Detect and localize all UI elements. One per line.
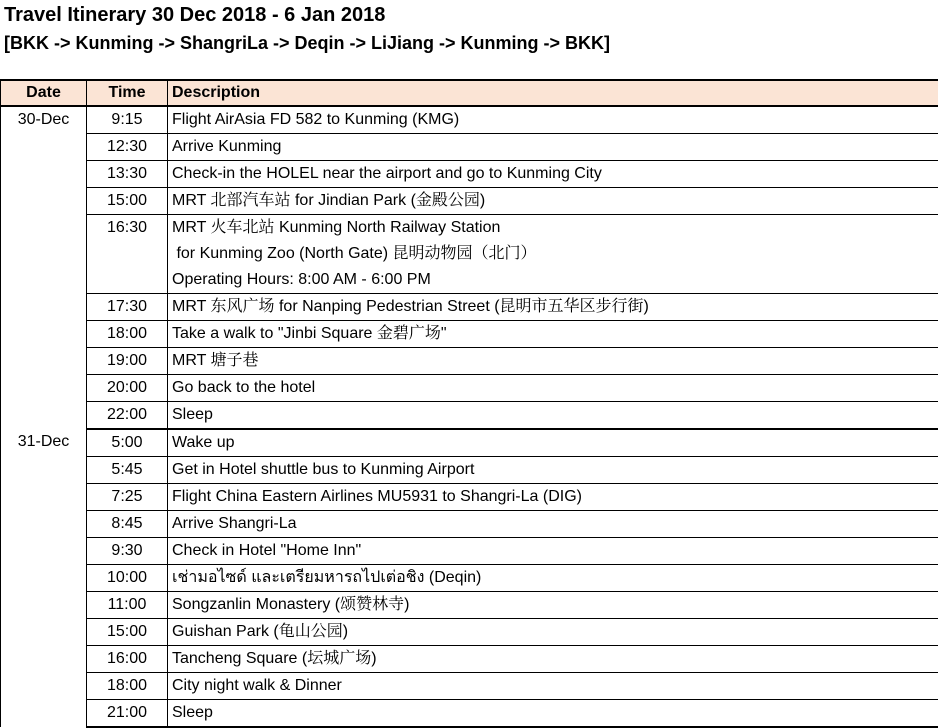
table-row — [1, 673, 938, 700]
table-row — [1, 188, 938, 215]
description-line: MRT 东风广场 for Nanping Pedestrian Street (昆明市五华区步行街) — [172, 294, 938, 320]
description-cell — [168, 106, 938, 134]
description-line: City night walk & Dinner — [172, 673, 938, 699]
description-line: Songzanlin Monastery (颂赞林寺) — [172, 592, 938, 618]
header-row — [1, 80, 938, 106]
description-line: Sleep — [172, 700, 938, 726]
description-line: MRT 塘子巷 — [172, 348, 938, 374]
description-cell — [168, 402, 938, 430]
table-row — [1, 538, 938, 565]
date-cell: 30-Dec — [1, 106, 87, 429]
time-cell: 16:00 — [87, 646, 168, 673]
column-header-time: Time — [87, 80, 168, 106]
description-line: Arrive Kunming — [172, 134, 938, 160]
table-row — [1, 294, 938, 321]
description-line: เช่ามอไซด์ และเตรียมหารถไปเต่อชิง (Deqin) — [172, 565, 938, 591]
time-cell: 13:30 — [87, 161, 168, 188]
description-line: Tancheng Square (坛城广场) — [172, 646, 938, 672]
table-row — [1, 348, 938, 375]
description-cell — [168, 188, 938, 215]
description-line: Sleep — [172, 402, 938, 428]
table-row — [1, 106, 938, 134]
description-cell — [168, 619, 938, 646]
description-cell — [168, 294, 938, 321]
table-row — [1, 457, 938, 484]
description-line: Arrive Shangri-La — [172, 511, 938, 537]
table-row — [1, 429, 938, 457]
table-row — [1, 511, 938, 538]
description-line: Flight AirAsia FD 582 to Kunming (KMG) — [172, 107, 938, 133]
time-cell: 9:30 — [87, 538, 168, 565]
table-row — [1, 646, 938, 673]
description-line: for Kunming Zoo (North Gate) 昆明动物园（北门） — [172, 241, 938, 267]
column-header-description: Description — [168, 80, 938, 106]
description-cell — [168, 134, 938, 161]
table-row — [1, 321, 938, 348]
description-cell — [168, 565, 938, 592]
description-line: Wake up — [172, 430, 938, 456]
description-line: Get in Hotel shuttle bus to Kunming Airport — [172, 457, 938, 483]
time-cell: 18:00 — [87, 321, 168, 348]
time-cell: 8:45 — [87, 511, 168, 538]
description-cell — [168, 511, 938, 538]
description-line: Take a walk to "Jinbi Square 金碧广场" — [172, 321, 938, 347]
description-cell — [168, 673, 938, 700]
description-line: Guishan Park (龟山公园) — [172, 619, 938, 645]
time-cell: 21:00 — [87, 700, 168, 728]
time-cell: 20:00 — [87, 375, 168, 402]
description-line: Check-in the HOLEL near the airport and go to Kunming City — [172, 161, 938, 187]
column-header-date: Date — [1, 80, 87, 106]
description-cell — [168, 592, 938, 619]
description-cell — [168, 348, 938, 375]
itinerary-title: Travel Itinerary 30 Dec 2018 - 6 Jan 2018 — [4, 3, 385, 27]
time-cell: 17:30 — [87, 294, 168, 321]
time-cell: 10:00 — [87, 565, 168, 592]
description-line: Go back to the hotel — [172, 375, 938, 401]
route-summary: [BKK -> Kunming -> ShangriLa -> Deqin -> LiJiang -> Kunming -> BKK] — [4, 31, 610, 55]
description-cell — [168, 215, 938, 294]
description-line: Check in Hotel "Home Inn" — [172, 538, 938, 564]
table-row — [1, 484, 938, 511]
description-cell — [168, 321, 938, 348]
time-cell: 7:25 — [87, 484, 168, 511]
table-row — [1, 161, 938, 188]
itinerary-table — [0, 79, 938, 728]
table-row — [1, 592, 938, 619]
time-cell: 22:00 — [87, 402, 168, 430]
itinerary-body — [1, 106, 938, 727]
time-cell: 15:00 — [87, 188, 168, 215]
time-cell: 11:00 — [87, 592, 168, 619]
table-row — [1, 565, 938, 592]
time-cell: 15:00 — [87, 619, 168, 646]
description-cell — [168, 700, 938, 728]
description-line: MRT 北部汽车站 for Jindian Park (金殿公园) — [172, 188, 938, 214]
description-cell — [168, 429, 938, 457]
time-cell: 9:15 — [87, 106, 168, 134]
table-row — [1, 375, 938, 402]
date-cell: 31-Dec — [1, 429, 87, 727]
time-cell: 19:00 — [87, 348, 168, 375]
table-row — [1, 402, 938, 430]
time-cell: 12:30 — [87, 134, 168, 161]
time-cell: 16:30 — [87, 215, 168, 294]
table-row — [1, 215, 938, 294]
description-cell — [168, 375, 938, 402]
description-cell — [168, 538, 938, 565]
description-line: Flight China Eastern Airlines MU5931 to Shangri-La (DIG) — [172, 484, 938, 510]
table-row — [1, 134, 938, 161]
time-cell: 5:00 — [87, 429, 168, 457]
description-cell — [168, 161, 938, 188]
description-cell — [168, 484, 938, 511]
table-row — [1, 619, 938, 646]
description-line: MRT 火车北站 Kunming North Railway Station — [172, 215, 938, 241]
description-line: Operating Hours: 8:00 AM - 6:00 PM — [172, 267, 938, 293]
time-cell: 18:00 — [87, 673, 168, 700]
description-cell — [168, 457, 938, 484]
time-cell: 5:45 — [87, 457, 168, 484]
description-cell — [168, 646, 938, 673]
table-row — [1, 700, 938, 728]
